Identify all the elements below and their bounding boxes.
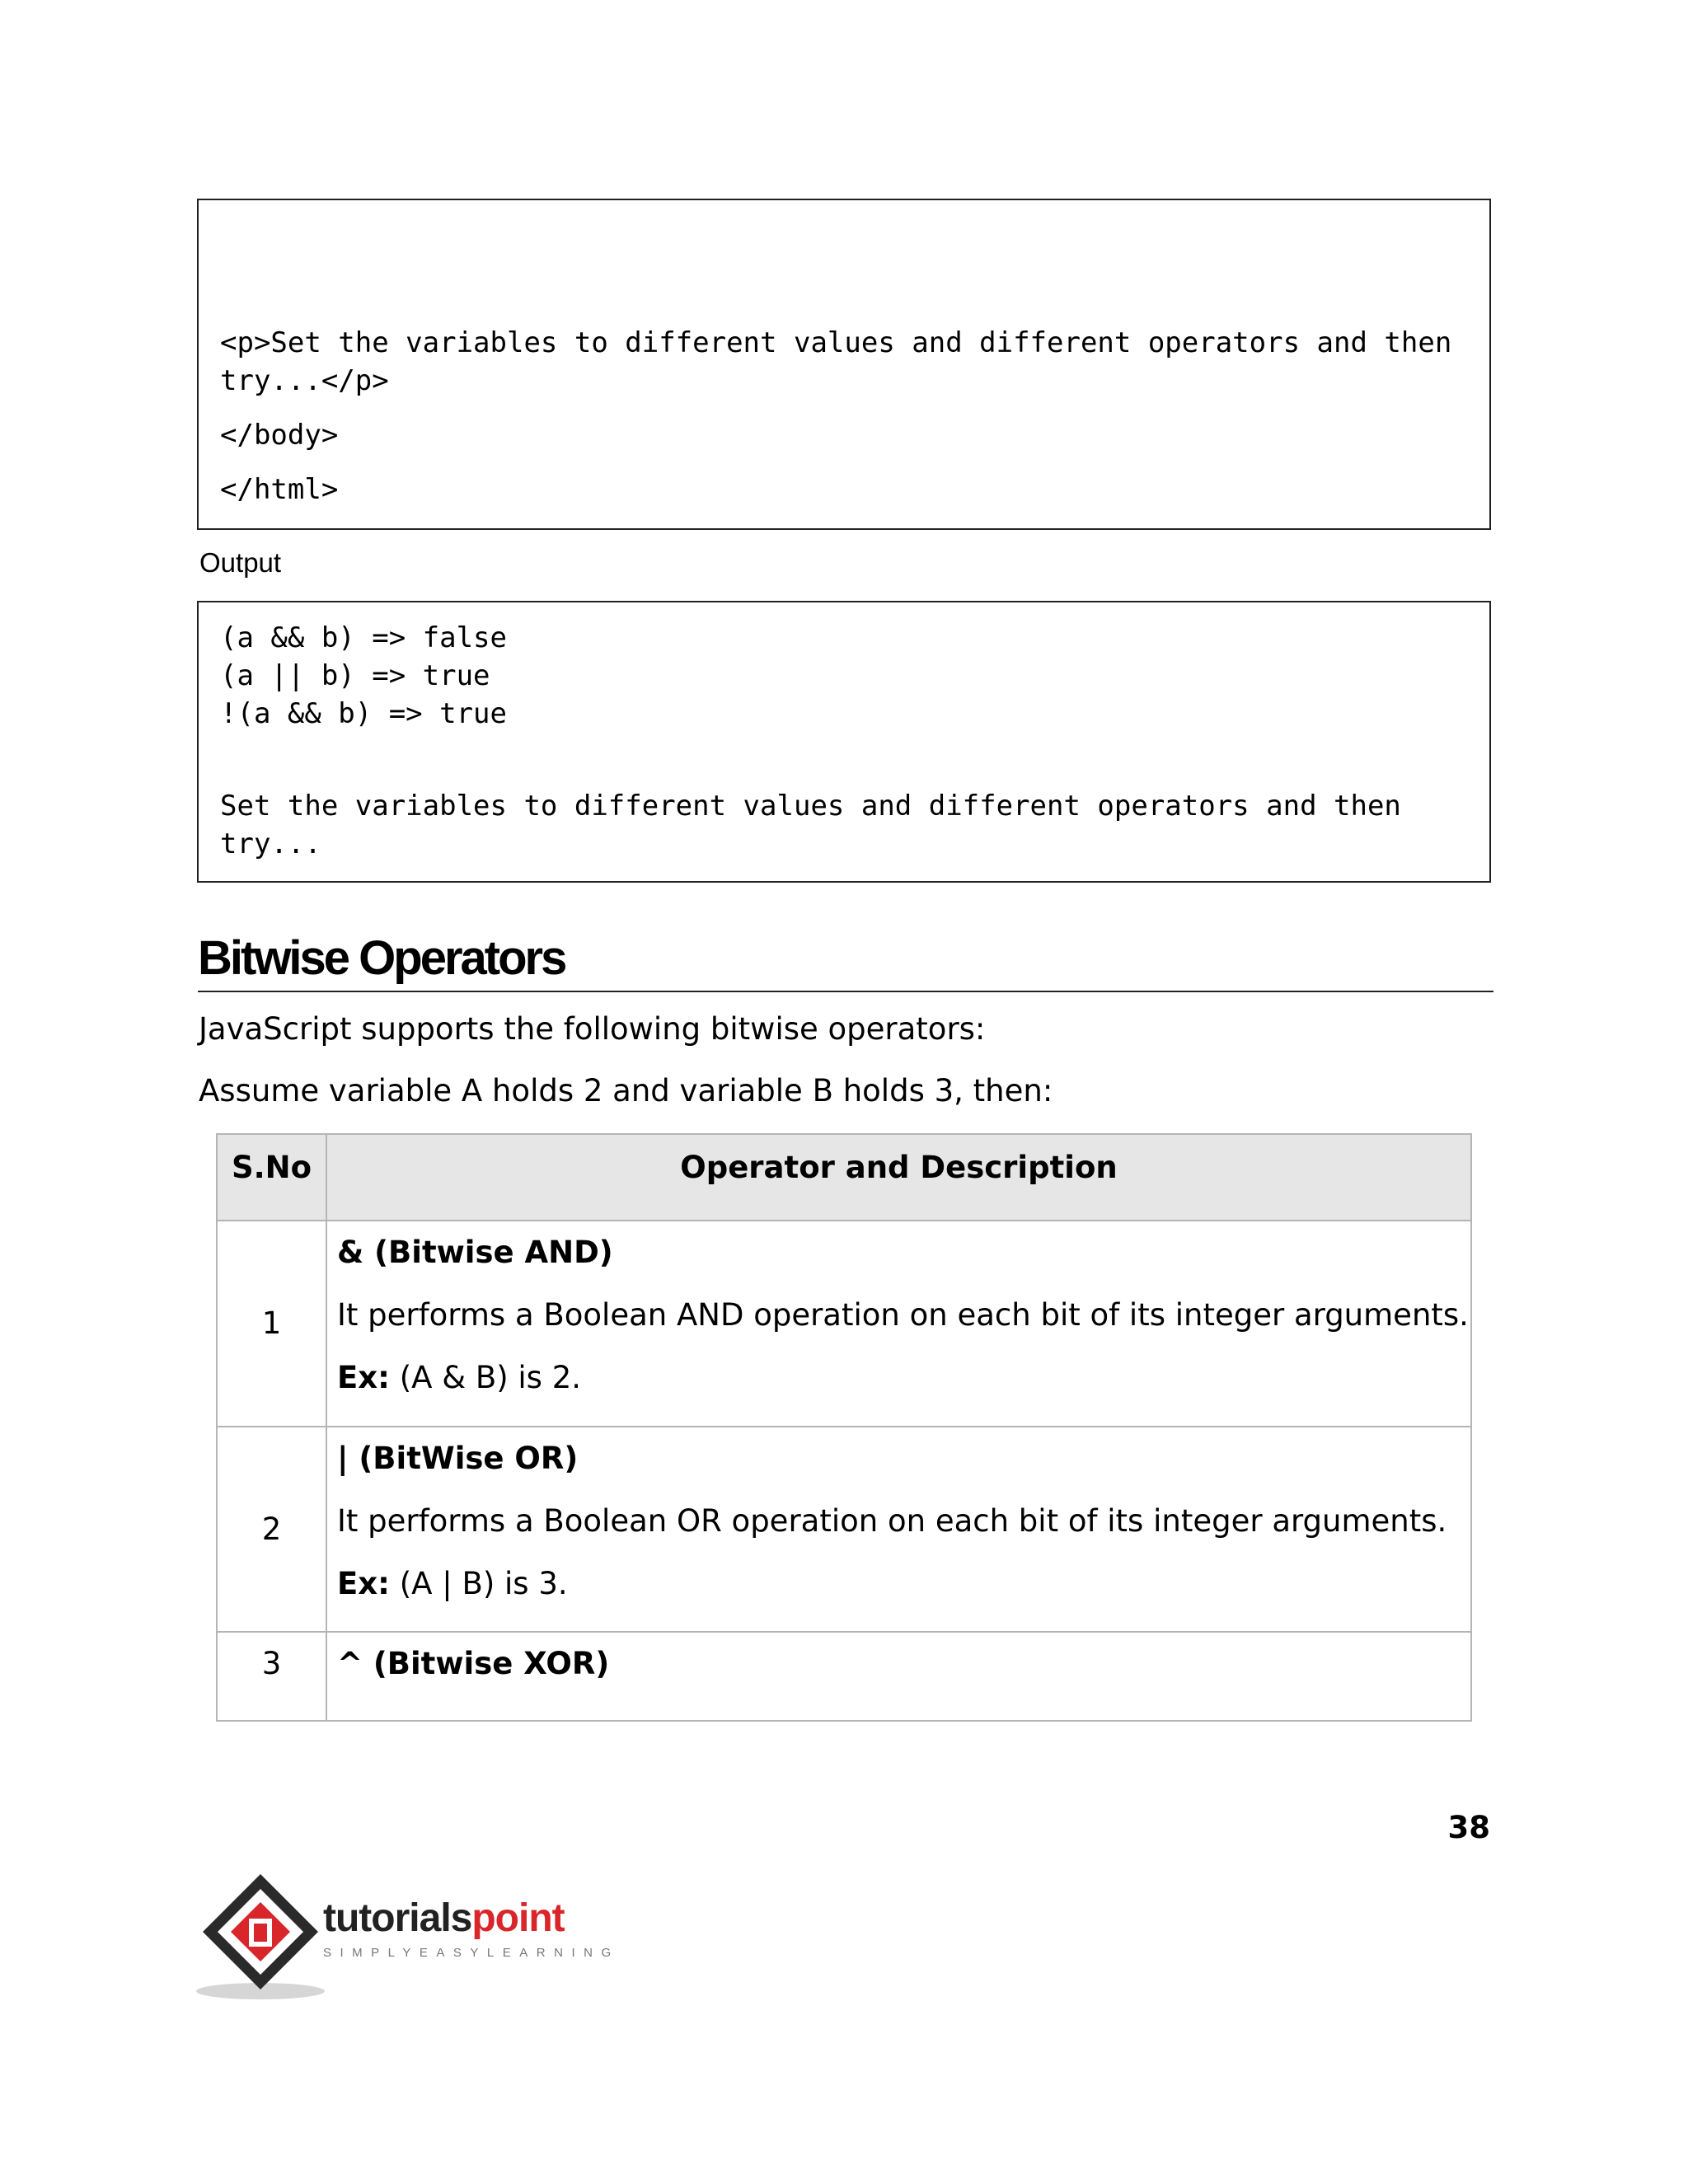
output-line: (a || b) => true [220,659,490,692]
logo-word-1: tutorials [323,1896,472,1940]
table-row [217,1427,1471,1633]
row-number: 2 [217,1427,326,1633]
tutorialspoint-logo-icon [195,1869,326,2003]
code-block-output [197,601,1491,883]
table-row [217,1632,1471,1721]
operator-text: It performs a Boolean AND operation on each bit of its integer arguments. [337,1297,1469,1333]
operator-example [337,1360,1470,1396]
operator-name: | (BitWise OR) [337,1440,579,1476]
table-row [217,1221,1471,1427]
output-line: !(a && b) => true [220,697,507,730]
output-line: Set the variables to different values and different operators and then [220,790,1401,823]
example-prefix: Ex: [337,1360,390,1395]
section-heading: Bitwise Operators [198,930,1493,992]
logo-wordmark [323,1896,565,1941]
page-number: 38 [1447,1810,1490,1845]
row-number: 3 [217,1632,326,1721]
operator-description [326,1632,1471,1721]
operator-name: ^ (Bitwise XOR) [337,1646,610,1682]
output-line: try... [220,827,321,860]
operator-description [326,1427,1471,1633]
assumption-paragraph: Assume variable A holds 2 and variable B holds 3, then: [199,1073,1053,1108]
logo-tagline: SIMPLYEASYLEARNING [323,1946,620,1960]
code-line: </html> [220,473,339,506]
operator-name: & (Bitwise AND) [337,1235,613,1270]
output-line: (a && b) => false [220,621,507,654]
output-label: Output [199,547,282,578]
example-value: (A | B) is 3. [399,1565,568,1601]
operator-description [326,1221,1471,1427]
example-value: (A & B) is 2. [399,1360,582,1395]
table-header-row [217,1134,1471,1221]
column-header-sno: S.No [217,1134,326,1221]
operator-example [337,1566,1470,1602]
column-header-operator: Operator and Description [326,1134,1471,1221]
example-prefix: Ex: [337,1565,390,1601]
code-block-html [197,199,1491,530]
code-line: </body> [220,419,339,452]
row-number: 1 [217,1221,326,1427]
operator-text: It performs a Boolean OR operation on each bit of its integer arguments. [337,1502,1447,1539]
code-line: try...</p> [220,364,389,397]
code-line: <p>Set the variables to different values and different operators and then [220,326,1452,359]
intro-paragraph: JavaScript supports the following bitwise operators: [199,1011,986,1047]
logo-word-2: point [471,1896,565,1940]
operators-table [216,1133,1472,1722]
